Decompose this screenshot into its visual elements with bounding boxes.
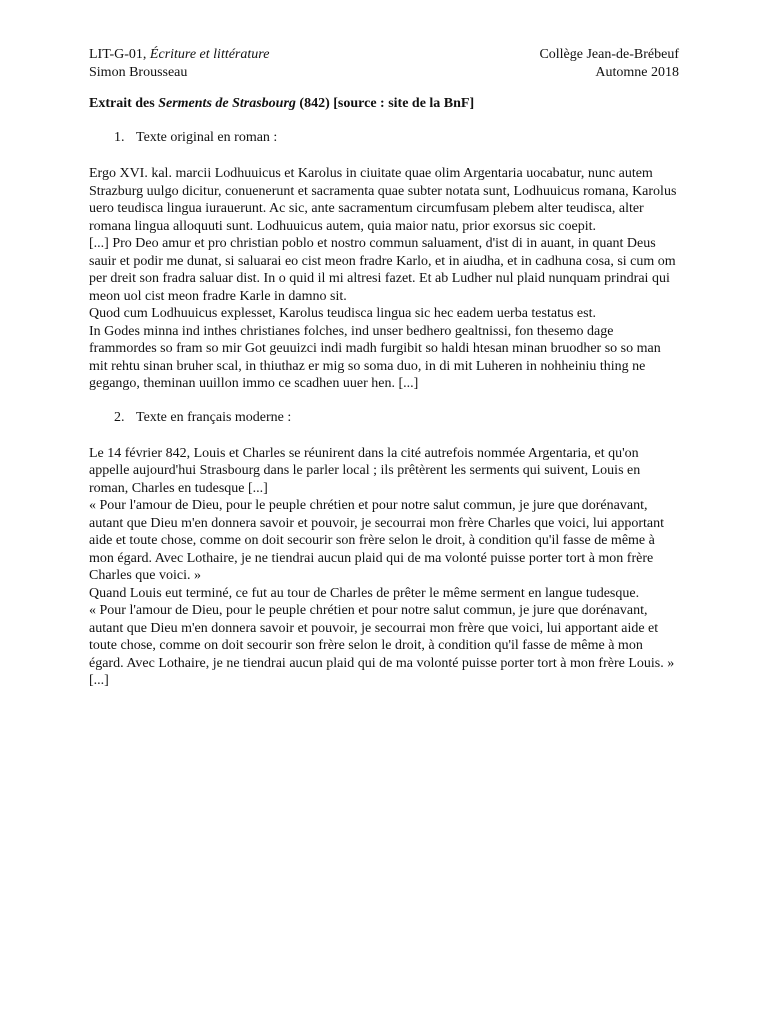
section-heading-label: Texte original en roman : xyxy=(136,130,278,145)
header-line-1 xyxy=(89,46,679,64)
document-title xyxy=(89,95,679,113)
section-body xyxy=(89,165,679,393)
paragraph: Le 14 février 842, Louis et Charles se réunirent dans la cité autrefois nommée Argentaria, et qu'on appelle aujourd'hui Strasbourg dans le parler local ; ils prêtèrent les serments qui suivent, Louis en roman, Charles en tudesque [...] xyxy=(89,445,641,496)
term: Automne 2018 xyxy=(595,65,679,80)
course-code: LIT-G-01, xyxy=(89,47,150,62)
section-heading-label: Texte en français moderne : xyxy=(136,409,292,425)
paragraph: Quod cum Lodhuuicus explesset, Karolus teudisca lingua sic hec eadem uerba testatus est. xyxy=(89,306,596,321)
title-suffix: (842) [source : site de la BnF] xyxy=(295,96,475,111)
paragraph: In Godes minna ind inthes christianes folches, ind unser bedhero gealtnissi, fon thesemo dage frammordes so fram so mir Got geuuizci indi madh furgibit so haldi htesan minan bruodher so so man mit rehtu sinan bruher scal, in thiuthaz er mig so soma duo, in di mit Luheren in nohheiniu thing ne gegango, theminan uuillon immo ce scadhen uuer hen. [...] xyxy=(89,323,661,391)
section-body xyxy=(89,445,679,690)
paragraph: « Pour l'amour de Dieu, pour le peuple chrétien et pour notre salut commun, je jure que dorénavant, autant que Dieu m'en donnera savoir et pouvoir, je secourrai mon frère Charles que voici, lui apportant aide et toute chose, comme on doit secourir son frère selon le droit, à condition qu'il fasse de même à mon égard. Avec Lothaire, je ne tiendrai aucun plaid qui de ma volonté puisse porter tort à mon frère Charles que voici. » xyxy=(89,498,664,583)
paragraph: [...] Pro Deo amur et pro christian poblo et nostro commun saluament, d'ist di in auant, in quant Deus sauir et podir me dunat, si saluarai eo cist meon fradre Karlo, et in aiudha, et in cadhuna cosa, si cum om per dreit son fradra saluar dist. In o quid il mi altresi fazet. Et ab Ludher nul plaid nunquam prindrai qui meon uol cist meon fradre Karle in damno sit. xyxy=(89,236,676,304)
section-number: 2. xyxy=(114,409,125,425)
paragraph: Quand Louis eut terminé, ce fut au tour de Charles de prêter le même serment en langue tudesque. xyxy=(89,585,640,601)
course-title: Écriture et littérature xyxy=(149,47,270,62)
section-heading xyxy=(114,409,679,427)
institution: Collège Jean-de-Brébeuf xyxy=(539,47,679,62)
title-work: Serments de Strasbourg xyxy=(158,96,296,111)
section-number: 1. xyxy=(114,130,125,145)
author: Simon Brousseau xyxy=(89,65,188,80)
course-info xyxy=(89,46,269,64)
section-original-text xyxy=(89,129,679,393)
paragraph: Ergo XVI. kal. marcii Lodhuuicus et Karolus in ciuitate quae olim Argentaria uocabatur, nunc autem Strazburg uulgo dicitur, conuenerunt et sacramenta quae subter notata sunt, Lodhuuicus romana, Karolus uero teudisca lingua iurauerunt. Ac sic, ante sacramentum circumfusam plebem alter teudisca, alter romana lingua alloquuti sunt. Lodhuuicus autem, quia maior natu, prior exorsus sic coepit. xyxy=(89,166,677,234)
title-prefix: Extrait des xyxy=(89,96,159,111)
section-heading xyxy=(114,129,679,147)
section-modern-french xyxy=(89,409,679,690)
paragraph: « Pour l'amour de Dieu, pour le peuple chrétien et pour notre salut commun, je jure que dorénavant, autant que Dieu m'en donnera savoir et pouvoir, je secourrai mon frère que voici, lui apportant aide et toute chose, comme on doit secourir son frère selon le droit, à condition qu'il fasse de même à mon égard. Avec Lothaire, je ne tiendrai aucun plaid qui de ma volonté puisse porter tort à mon frère Louis. » [...] xyxy=(89,603,675,688)
header-line-2 xyxy=(89,64,679,82)
